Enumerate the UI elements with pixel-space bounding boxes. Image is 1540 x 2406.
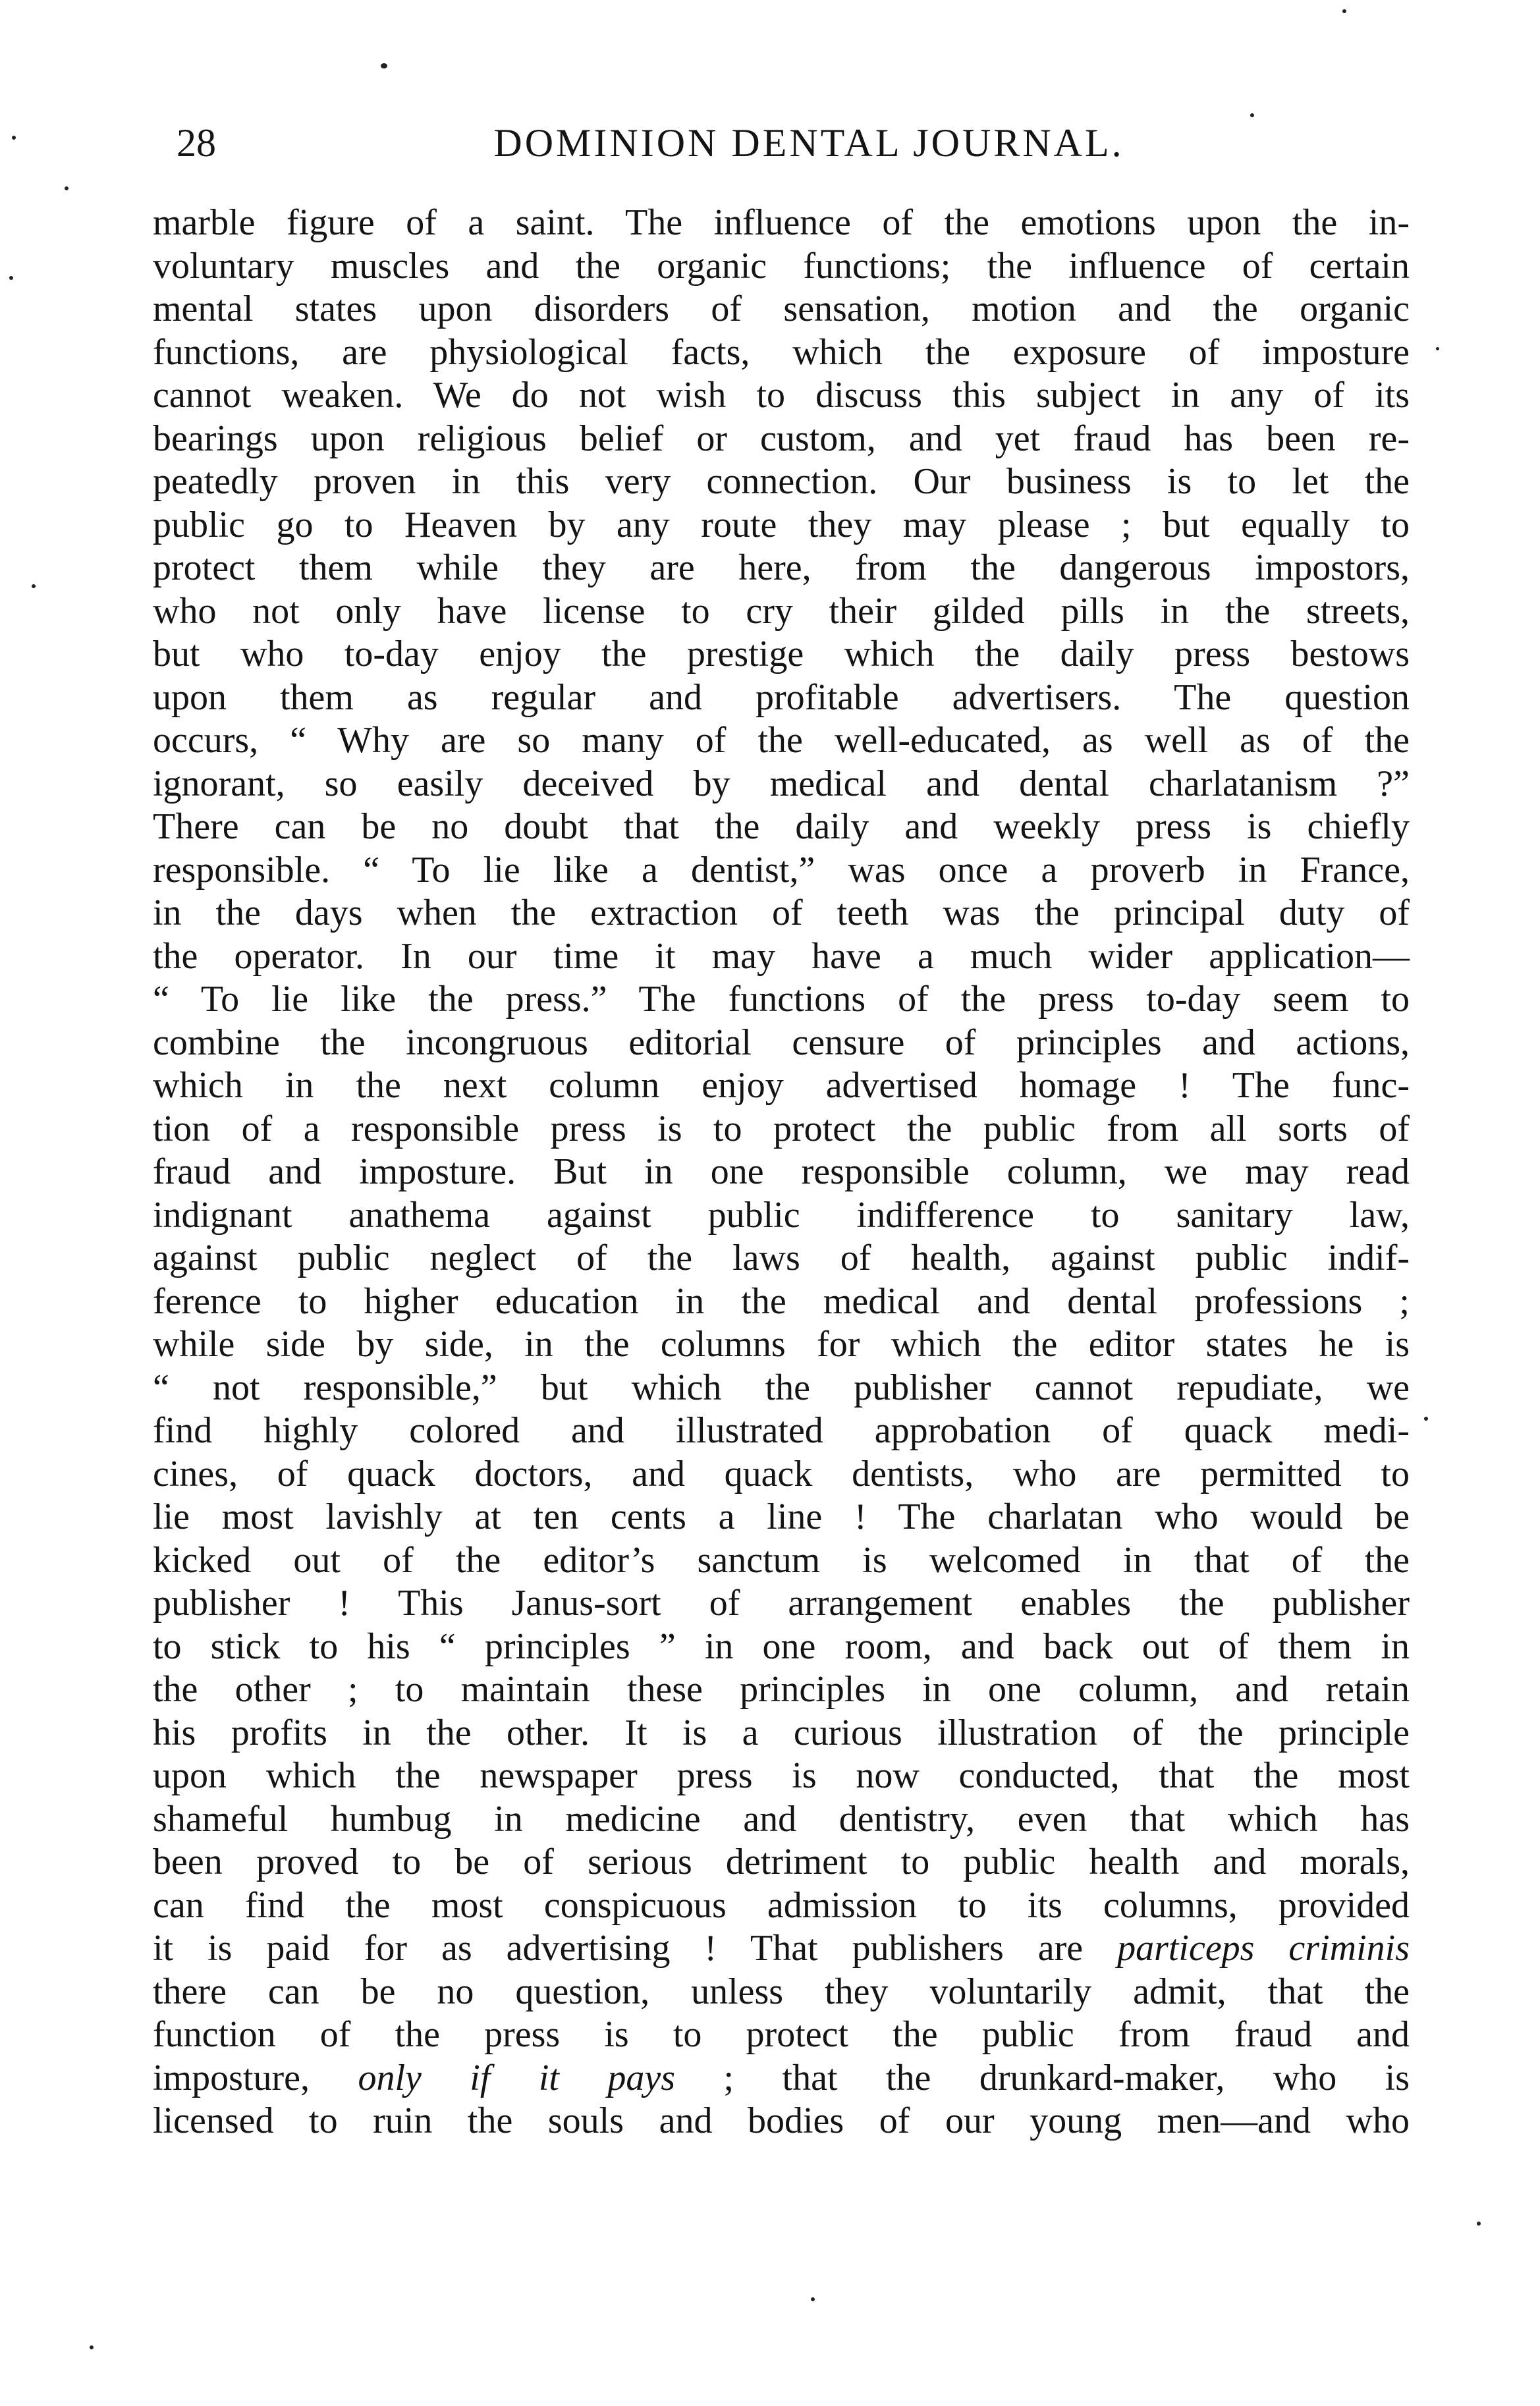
text-line	[153, 1539, 1410, 1583]
text-line-content: cannot weaken. We do not wish to discuss this subject in any of its	[153, 375, 1410, 416]
text-line	[153, 504, 1410, 547]
text-line	[153, 633, 1410, 676]
text-line-content: been proved to be of serious detriment to public health and morals,	[153, 1842, 1410, 1882]
scan-speck	[32, 584, 36, 588]
text-line-content: responsible. “ To lie like a dentist,” was once a proverb in France,	[153, 849, 1410, 890]
text-line-content: “ not responsible,” but which the publisher cannot repudiate, we	[153, 1367, 1410, 1408]
text-line	[153, 719, 1410, 763]
scan-speck	[1477, 2222, 1481, 2226]
text-line	[153, 806, 1410, 849]
text-line-content: his profits in the other. It is a curious illustration of the principle	[153, 1712, 1410, 1753]
text-line	[153, 590, 1410, 634]
page-number: 28	[177, 121, 216, 165]
text-line	[153, 763, 1410, 806]
scan-speck	[811, 2297, 815, 2301]
text-line-content: public go to Heaven by any route they may please ; but equally to	[153, 504, 1410, 545]
scan-speck	[381, 63, 387, 68]
text-line-content: to stick to his “ principles ” in one room, and back out of them in	[153, 1626, 1410, 1667]
text-line-content: who not only have license to cry their gilded pills in the streets,	[153, 590, 1410, 632]
body-paragraph	[153, 202, 1410, 2143]
text-line	[153, 1798, 1410, 1842]
text-line-content: lie most lavishly at ten cents a line ! The charlatan who would be	[153, 1496, 1410, 1537]
text-line	[153, 1367, 1410, 1410]
text-line	[153, 374, 1410, 418]
text-line-content: ignorant, so easily deceived by medical and dental charlatanism ?”	[153, 763, 1410, 804]
text-line	[153, 849, 1410, 892]
text-line	[153, 331, 1410, 375]
scan-speck	[65, 186, 69, 190]
text-line-content: against public neglect of the laws of health, against public indif-	[153, 1238, 1410, 1278]
scan-speck	[90, 2345, 94, 2349]
text-line-content: shameful humbug in medicine and dentistry, even that which has	[153, 1798, 1410, 1840]
text-line-content: which in the next column enjoy advertised homage ! The func-	[153, 1065, 1410, 1106]
text-line	[153, 1194, 1410, 1238]
text-line-content: occurs, “ Why are so many of the well-educated, as well as of the	[153, 720, 1410, 761]
text-line-content: ference to higher education in the medical and dental professions ;	[153, 1280, 1410, 1322]
text-line	[153, 418, 1410, 461]
text-line	[153, 978, 1410, 1022]
scan-speck	[1424, 1417, 1428, 1421]
page-header	[177, 113, 1441, 173]
text-line	[153, 460, 1410, 504]
text-line-content: mental states upon disorders of sensation, motion and the organic	[153, 288, 1410, 329]
text-line	[153, 1668, 1410, 1712]
text-line	[153, 2100, 1410, 2143]
text-line-content: function of the press is to protect the public from fraud and	[153, 2014, 1410, 2055]
text-line-content: functions, are physiological facts, which the exposure of imposture	[153, 331, 1410, 373]
text-line	[153, 1453, 1410, 1496]
text-line	[153, 1884, 1410, 1928]
scan-speck	[1342, 9, 1346, 13]
text-line-content: marble figure of a saint. The influence of the emotions upon the in-	[153, 202, 1410, 243]
text-line	[153, 1151, 1410, 1194]
text-line-content: publisher ! This Janus-sort of arrangement enables the publisher	[153, 1583, 1410, 1624]
text-line	[153, 2013, 1410, 2057]
scan-speck	[9, 276, 13, 280]
text-line-content: the operator. In our time it may have a much wider application—	[153, 935, 1410, 977]
scan-speck	[1436, 347, 1439, 350]
text-line-content: bearings upon religious belief or custom, and yet fraud has been re-	[153, 418, 1410, 459]
text-line-content: peatedly proven in this very connection. Our business is to let the	[153, 461, 1410, 502]
text-line-content: cines, of quack doctors, and quack dentists, who are permitted to	[153, 1453, 1410, 1494]
text-line	[153, 676, 1410, 720]
text-line-content: tion of a responsible press is to protect the public from all sorts of	[153, 1108, 1410, 1149]
italic-phrase: particeps criminis	[1117, 1928, 1410, 1969]
text-line	[153, 2057, 1410, 2100]
text-line-content: upon which the newspaper press is now conducted, that the most	[153, 1755, 1410, 1796]
text-line	[153, 1496, 1410, 1539]
text-line-content: combine the incongruous editorial censure of principles and actions,	[153, 1022, 1410, 1063]
text-line	[153, 1280, 1410, 1324]
text-line	[153, 892, 1410, 935]
text-line	[153, 1626, 1410, 1669]
text-line	[153, 202, 1410, 245]
text-line-content: there can be no question, unless they voluntarily admit, that the	[153, 1971, 1410, 2012]
text-line-content: the other ; to maintain these principles in one column, and retain	[153, 1669, 1410, 1710]
text-line-content: There can be no doubt that the daily and weekly press is chiefly	[153, 806, 1410, 847]
text-line	[153, 1971, 1410, 2014]
text-line-content: imposture,	[153, 2057, 358, 2098]
scan-speck	[12, 136, 16, 140]
text-line	[153, 1755, 1410, 1798]
text-line-content: voluntary muscles and the organic functions; the influence of certain	[153, 245, 1410, 287]
text-line	[153, 547, 1410, 590]
text-line	[153, 1712, 1410, 1755]
text-line	[153, 1927, 1410, 1971]
scan-speck	[1250, 113, 1254, 117]
text-line-content: can find the most conspicuous admission to its columns, provided	[153, 1884, 1410, 1926]
text-line-content: kicked out of the editor’s sanctum is welcomed in that of the	[153, 1539, 1410, 1581]
text-line	[153, 1022, 1410, 1065]
text-line-content: upon them as regular and profitable advertisers. The question	[153, 676, 1410, 718]
text-line	[153, 288, 1410, 331]
text-line-content: but who to-day enjoy the prestige which the daily press bestows	[153, 634, 1410, 674]
text-line	[153, 935, 1410, 979]
text-line-content: while side by side, in the columns for which the editor states he is	[153, 1324, 1410, 1365]
text-line	[153, 1108, 1410, 1151]
text-line	[153, 1841, 1410, 1884]
text-line	[153, 245, 1410, 288]
text-line-tail: ; that the drunkard-maker, who is	[675, 2057, 1410, 2098]
text-line	[153, 1582, 1410, 1626]
text-line-content: it is paid for as advertising ! That publishers are	[153, 1928, 1118, 1969]
text-line	[153, 1237, 1410, 1280]
text-line-content: fraud and imposture. But in one responsible column, we may read	[153, 1151, 1410, 1192]
running-head: DOMINION DENTAL JOURNAL.	[493, 121, 1124, 165]
text-line-content: in the days when the extraction of teeth was the principal duty of	[153, 892, 1410, 933]
text-line-content: licensed to ruin the souls and bodies of our young men—and who	[153, 2100, 1410, 2141]
text-line-content: indignant anathema against public indifference to sanitary law,	[153, 1194, 1410, 1236]
text-line	[153, 1323, 1410, 1367]
text-line-content: protect them while they are here, from the dangerous impostors,	[153, 547, 1410, 588]
text-line	[153, 1064, 1410, 1108]
text-line-content: find highly colored and illustrated approbation of quack medi-	[153, 1410, 1410, 1451]
italic-phrase: only if it pays	[358, 2057, 676, 2098]
text-line-content: “ To lie like the press.” The functions of the press to-day seem to	[153, 979, 1410, 1020]
text-line	[153, 1409, 1410, 1453]
